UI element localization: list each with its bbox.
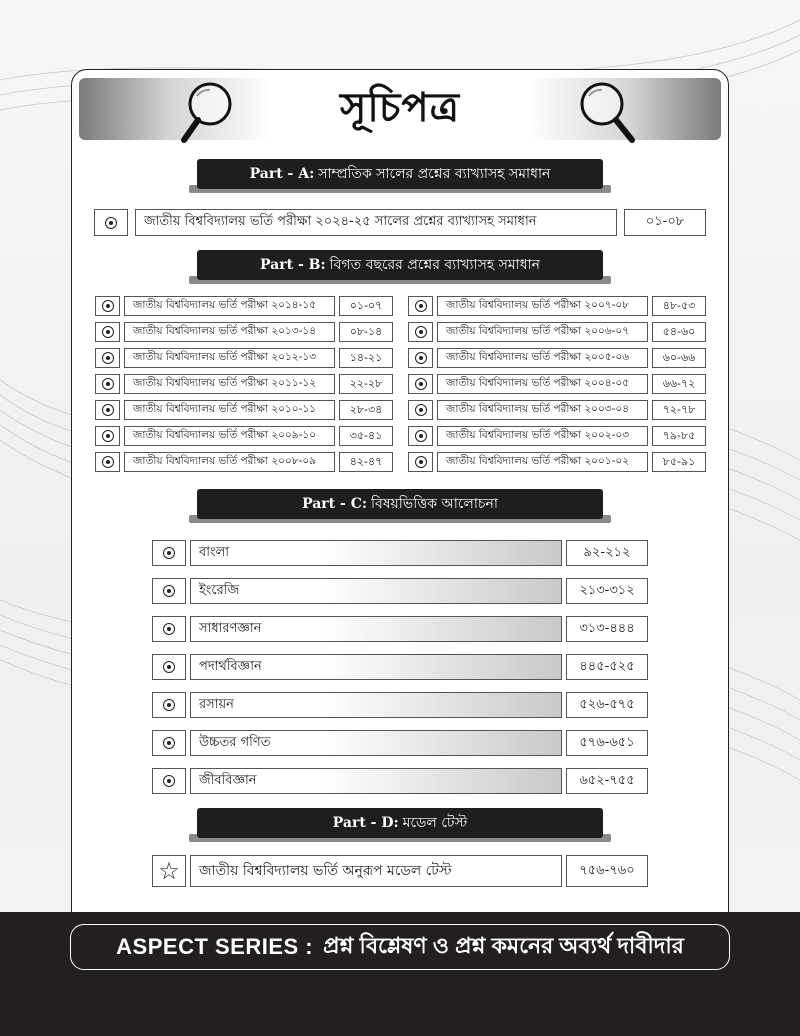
bullet-icon [163,775,175,787]
part-b-tag: Part - B: [260,257,326,273]
part-a-header [197,159,603,189]
bullet-icon [163,737,175,749]
part-b-left-label-1: জাতীয় বিশ্ববিদ্যালয় ভর্তি পরীক্ষা ২০১৪-১৫ [124,296,335,316]
part-c-label-7: জীববিজ্ঞান [190,768,562,794]
part-b-left-bullet-7 [95,452,120,472]
part-b-right-pages-7: ৮৫-৯১ [652,452,706,472]
part-d-bullet [152,855,186,887]
part-b-left-pages-7: ৪২-৪৭ [339,452,393,472]
magnifier-right-icon [564,80,636,146]
part-b-right-label-6: জাতীয় বিশ্ববিদ্যালয় ভর্তি পরীক্ষা ২০০২-০৩ [437,426,648,446]
part-a-heading: সাম্প্রতিক সালের প্রশ্নের ব্যাখ্যাসহ সমাধান [318,166,551,182]
star-icon: ☆ [158,857,180,885]
part-c-pages-3: ৩১৩-৪৪৪ [566,616,648,642]
bullet-icon [163,585,175,597]
part-b-left-label-4: জাতীয় বিশ্ববিদ্যালয় ভর্তি পরীক্ষা ২০১১-১২ [124,374,335,394]
part-c-heading: বিষয়ভিত্তিক আলোচনা [371,496,498,512]
bullet-icon [415,430,427,442]
part-b-right-pages-5: ৭২-৭৮ [652,400,706,420]
part-b-left-pages-1: ০১-০৭ [339,296,393,316]
part-b-right-pages-3: ৬০-৬৬ [652,348,706,368]
bullet-icon [102,404,114,416]
part-b-left-pages-3: ১৪-২১ [339,348,393,368]
part-c-pages-2: ২১৩-৩১২ [566,578,648,604]
part-d-label: জাতীয় বিশ্ববিদ্যালয় ভর্তি অনুরূপ মডেল টেস্ট [190,855,562,887]
part-b-right-bullet-4 [408,374,433,394]
part-c-bullet-4 [152,654,186,680]
bullet-icon [163,699,175,711]
part-b-right-label-2: জাতীয় বিশ্ববিদ্যালয় ভর্তি পরীক্ষা ২০০৬-০৭ [437,322,648,342]
part-d-tag: Part - D: [332,815,399,831]
series-tagline: প্রশ্ন বিশ্লেষণ ও প্রশ্ন কমনের অব্যর্থ দাবীদার [323,932,684,958]
part-d-pages: ৭৫৬-৭৬০ [566,855,648,887]
part-b-right-pages-4: ৬৬-৭২ [652,374,706,394]
part-c-label-1: বাংলা [190,540,562,566]
part-b-left-bullet-3 [95,348,120,368]
bullet-icon [163,547,175,559]
bullet-icon [415,352,427,364]
part-c-bullet-6 [152,730,186,756]
part-b-left-bullet-4 [95,374,120,394]
bullet-icon [415,326,427,338]
bullet-icon [102,352,114,364]
part-a-tag: Part - A: [249,166,315,182]
bullet-icon [102,378,114,390]
part-c-pages-1: ৯২-২১২ [566,540,648,566]
part-b-right-label-3: জাতীয় বিশ্ববিদ্যালয় ভর্তি পরীক্ষা ২০০৫-০৬ [437,348,648,368]
part-c-label-6: উচ্চতর গণিত [190,730,562,756]
part-b-left-pages-6: ৩৫-৪১ [339,426,393,446]
bullet-icon [102,300,114,312]
part-c-pages-5: ৫২৬-৫৭৫ [566,692,648,718]
part-a-item-label: জাতীয় বিশ্ববিদ্যালয় ভর্তি পরীক্ষা ২০২৪-২৫ সালের প্রশ্নের ব্যাখ্যাসহ সমাধান [135,209,617,236]
part-b-right-label-5: জাতীয় বিশ্ববিদ্যালয় ভর্তি পরীক্ষা ২০০৩-০৪ [437,400,648,420]
footer-tagline-box [70,924,730,970]
part-a-item-pages: ০১-০৮ [624,209,706,236]
bullet-icon [163,661,175,673]
part-b-left-pages-5: ২৮-৩৪ [339,400,393,420]
part-c-pages-7: ৬৫২-৭৫৫ [566,768,648,794]
bullet-icon [102,326,114,338]
part-b-left-label-2: জাতীয় বিশ্ববিদ্যালয় ভর্তি পরীক্ষা ২০১৩-১৪ [124,322,335,342]
part-b-right-label-7: জাতীয় বিশ্ববিদ্যালয় ভর্তি পরীক্ষা ২০০১-০২ [437,452,648,472]
bullet-icon [415,300,427,312]
magnifier-left-icon [180,80,252,146]
bullet-icon [415,456,427,468]
part-b-left-pages-2: ০৮-১৪ [339,322,393,342]
part-b-right-bullet-2 [408,322,433,342]
part-b-right-bullet-7 [408,452,433,472]
part-b-left-bullet-1 [95,296,120,316]
part-b-left-label-5: জাতীয় বিশ্ববিদ্যালয় ভর্তি পরীক্ষা ২০১০-১১ [124,400,335,420]
part-b-heading: বিগত বছরের প্রশ্নের ব্যাখ্যাসহ সমাধান [329,257,540,273]
part-c-pages-4: ৪৪৫-৫২৫ [566,654,648,680]
part-b-left-label-7: জাতীয় বিশ্ববিদ্যালয় ভর্তি পরীক্ষা ২০০৮-০৯ [124,452,335,472]
part-c-label-5: রসায়ন [190,692,562,718]
part-b-right-bullet-6 [408,426,433,446]
part-c-bullet-5 [152,692,186,718]
part-d-header [197,808,603,838]
part-b-left-bullet-5 [95,400,120,420]
part-b-left-bullet-2 [95,322,120,342]
bullet-icon [102,456,114,468]
part-c-bullet-2 [152,578,186,604]
part-b-right-pages-1: ৪৮-৫৩ [652,296,706,316]
part-b-left-label-6: জাতীয় বিশ্ববিদ্যালয় ভর্তি পরীক্ষা ২০০৯-১০ [124,426,335,446]
part-b-right-label-4: জাতীয় বিশ্ববিদ্যালয় ভর্তি পরীক্ষা ২০০৪-০৫ [437,374,648,394]
bullet-icon [105,217,117,229]
part-a-bullet [94,209,128,236]
part-c-pages-6: ৫৭৬-৬৫১ [566,730,648,756]
part-b-right-bullet-3 [408,348,433,368]
part-b-header [197,250,603,280]
bullet-icon [163,623,175,635]
series-name: ASPECT SERIES : [116,934,314,959]
part-c-tag: Part - C: [302,496,368,512]
part-b-right-label-1: জাতীয় বিশ্ববিদ্যালয় ভর্তি পরীক্ষা ২০০৭-০৮ [437,296,648,316]
part-b-left-bullet-6 [95,426,120,446]
bullet-icon [415,378,427,390]
part-c-header [197,489,603,519]
part-b-right-pages-2: ৫৪-৬০ [652,322,706,342]
part-d-heading: মডেল টেস্ট [402,815,468,831]
part-b-right-pages-6: ৭৯-৮৫ [652,426,706,446]
part-b-right-bullet-5 [408,400,433,420]
page-title: সূচিপত্র [340,83,460,131]
part-b-left-pages-4: ২২-২৮ [339,374,393,394]
part-c-bullet-1 [152,540,186,566]
bullet-icon [415,404,427,416]
part-c-label-2: ইংরেজি [190,578,562,604]
part-b-left-label-3: জাতীয় বিশ্ববিদ্যালয় ভর্তি পরীক্ষা ২০১২-১৩ [124,348,335,368]
part-b-right-bullet-1 [408,296,433,316]
part-c-label-3: সাধারণজ্ঞান [190,616,562,642]
bullet-icon [102,430,114,442]
part-c-label-4: পদার্থবিজ্ঞান [190,654,562,680]
part-c-bullet-7 [152,768,186,794]
part-c-bullet-3 [152,616,186,642]
